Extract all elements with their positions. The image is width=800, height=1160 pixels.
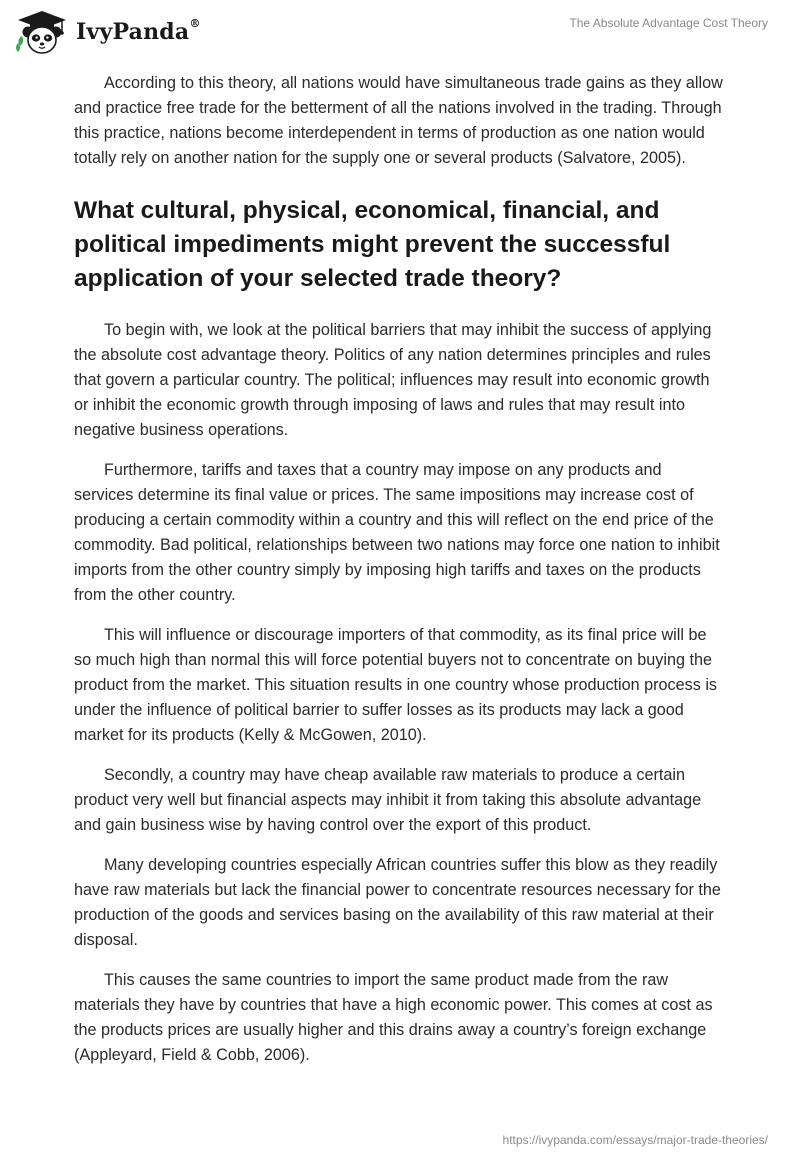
panda-graduate-icon xyxy=(14,8,70,56)
paragraph-financial-aspects: Secondly, a country may have cheap available raw materials to produce a certain product very well but financial aspects may inhibit it from taking this absolute advantage and gain business wise by having control over the export of this product. xyxy=(74,766,702,834)
section-heading: What cultural, physical, economical, financial, and political impediments might prevent the successful application of your selected trade theory? xyxy=(74,197,671,292)
logo-text: IvyPanda® xyxy=(76,17,201,45)
paragraph-tariffs-taxes: Furthermore, tariffs and taxes that a country may impose on any products and services determine its final value or prices. The same impositions may increase cost of producing a certain commodity within a country and this will reflect on the end price of the commodity. Bad political, relationships between two nations may force one nation to inhibit imports from the other country simply by imposing high tariffs and taxes on the products from the other country. xyxy=(74,461,720,604)
page-header xyxy=(0,0,800,60)
essay-content xyxy=(74,71,724,1083)
source-url-link[interactable]: https://ivypanda.com/essays/major-trade-theories/ xyxy=(502,1133,768,1147)
paragraph-developing-countries: Many developing countries especially African countries suffer this blow as they readily have raw materials but lack the financial power to concentrate resources necessary for the production of the goods and services basing on the availability of this raw material at their disposal. xyxy=(74,856,721,949)
document-title: The Absolute Advantage Cost Theory xyxy=(569,16,768,30)
intro-paragraph: According to this theory, all nations would have simultaneous trade gains as they allow and practice free trade for the betterment of all the nations involved in the trading. Through this practice, nations become interdependent in terms of production as one nation would totally rely on another nation for the supply one or several products (Salvatore, 2005). xyxy=(74,74,723,167)
paragraph-political-barriers: To begin with, we look at the political barriers that may inhibit the success of applying the absolute cost advantage theory. Politics of any nation determines principles and rules that govern a particular country. The political; influences may result into economic growth or inhibit the economic growth through imposing of laws and rules that may result into negative business operations. xyxy=(74,321,712,439)
paragraph-importers: This will influence or discourage importers of that commodity, as its final price will be so much high than normal this will force potential buyers not to concentrate on buying the product from the market. This situation results in one country whose production process is under the influence of political barrier to suffer losses as its products may lack a good market for its products (Kelly & McGowen, 2010). xyxy=(74,626,718,744)
ivypanda-logo[interactable] xyxy=(14,8,201,56)
paragraph-imports-cost: This causes the same countries to import the same product made from the raw materials they have by countries that have a high economic power. This comes at cost as the products prices are usually higher and this drains away a country’s foreign exchange (Appleyard, Field & Cobb, 2006). xyxy=(74,971,713,1064)
